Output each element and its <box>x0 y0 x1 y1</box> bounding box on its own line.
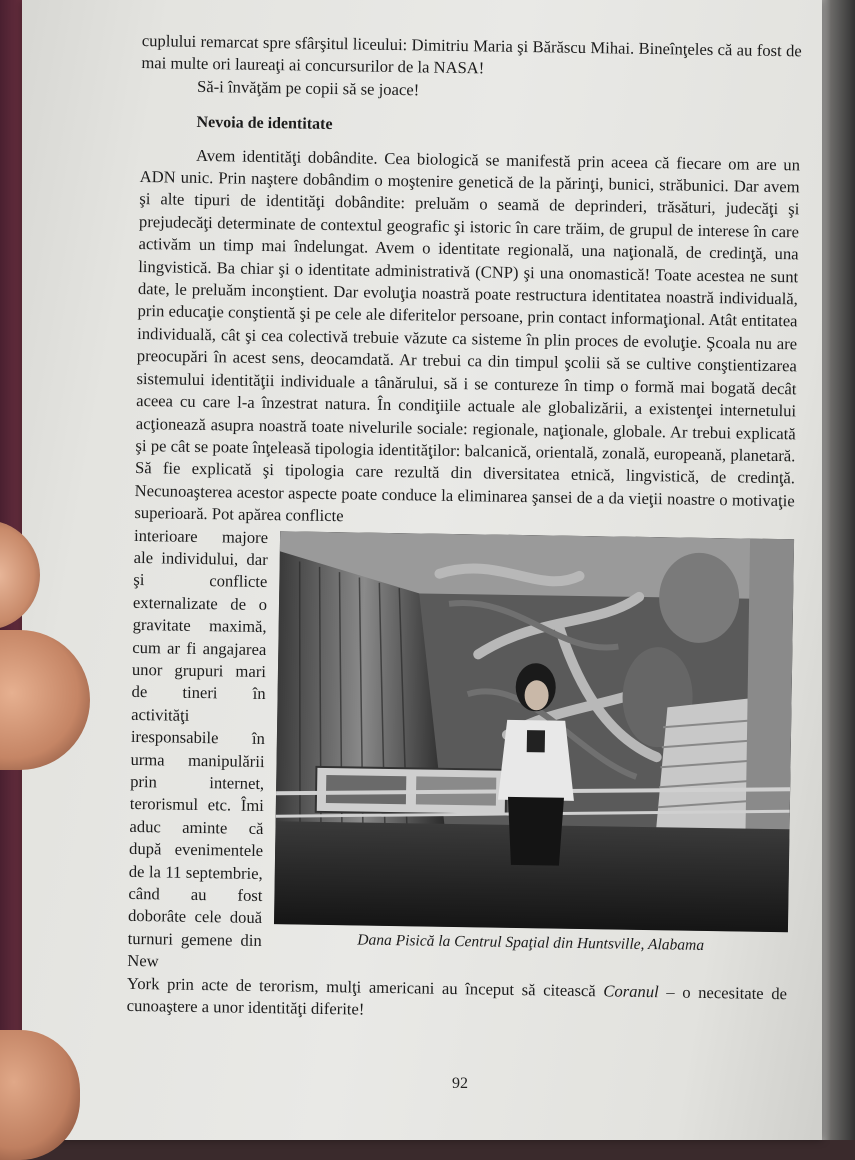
page-content <box>126 30 801 1028</box>
paragraph-play: Să-i învăţăm pe copii să se joace! <box>196 76 420 100</box>
rocket-engine-illustration <box>274 531 794 932</box>
paragraph-wrapped: interioare majore ale individului, dar şi conflicte externalizate de o gravitate maximă, cum ar fi angajarea unor grupuri mari de tineri în activităţi iresponsabile în urma manipulării prin internet, terorismul etc. Îmi aduc aminte că după evenimentele de la 11 septembrie, când au fost doborâte cele două turnuri gemene din New <box>127 525 269 971</box>
paragraph-closing <box>126 973 787 1028</box>
closing-text-start: York prin acte de terorism, mulţi americani au început să citească <box>126 973 604 1001</box>
book-page <box>22 0 822 1140</box>
photo-rocket-engine <box>274 531 794 932</box>
figure-wrap-area <box>126 524 794 1027</box>
paragraph-continued: cuplului remarcat spre sfârşitul liceului: Dimitriu Maria şi Bărăscu Mihai. Bineînţeles că au fost de mai multe ori laureaţi ai concursurilor de la NASA! <box>141 30 802 78</box>
closing-text-italic: Coranul <box>603 981 659 1001</box>
figure <box>274 531 795 958</box>
paragraph-identity: Avem identităţi dobândite. Cea biologică se manifestă prin aceea că fiecare om are un ADN unic. Prin naştere dobândim o moştenire genetică de la părinţi, bunici, străbunici. Dar avem şi alte tipuri de identităţi dobândite: preluăm o seamă de deprinderi, trăsături, judecăţi şi prejudecăţi determinate de contextul geografic şi istoric în care trăim, de grupul de interese în care activăm un timp mai îndelungat. Avem o identitate regională, una naţională, de credinţă, una lingvistică. Ba chiar şi o identitate administrativă (CNP) şi una onomastică! Toate acestea ne sunt date, le preluăm inconştient. Dar evoluţia noastră poate restructura identitatea noastră individuală, prin educaţie conştientă şi pe cele ale diferitelor persoane, prin contact informaţional. Atât entitatea individuală, cât şi cea colectivă trebuie văzute ca sisteme în plin proces de evoluţie. Şcoala nu are preocupări în acest sens, deocamdată. Ar trebui ca din timpul şcolii să se cultive conştientizarea sistemului identităţii individuale a tânărului, să i se contureze în timp o formă mai bogată decât aceea cu care l-a înzestrat natura. În condiţiile actuale ale globalizării, a existenţei internetului acţionează asupra noastră toate nivelurile sociale: regionale, naţionale, globale. Ar trebui explicată şi pe cât se poate înţeleasă tipologia identităţilor: balcanică, orientală, zonală, europeană, planetară. Să fie explicată şi tipologia care rezultă din diversitatea etnică, lingvistică, de credinţă. Necunoaşterea acestor aspecte poate conduce la eliminarea şansei de a da vieţii noastre o motivaţie superioară. Pot apărea conflicte <box>134 145 801 526</box>
section-heading: Nevoia de identitate <box>196 114 333 134</box>
page-number: 92 <box>452 1075 468 1092</box>
figure-caption: Dana Pisică la Centrul Spaţial din Huntsville, Alabama <box>357 931 705 954</box>
closing-text-end: – o necesitate de cunoaştere a unor identităţi diferite! <box>126 981 788 1019</box>
